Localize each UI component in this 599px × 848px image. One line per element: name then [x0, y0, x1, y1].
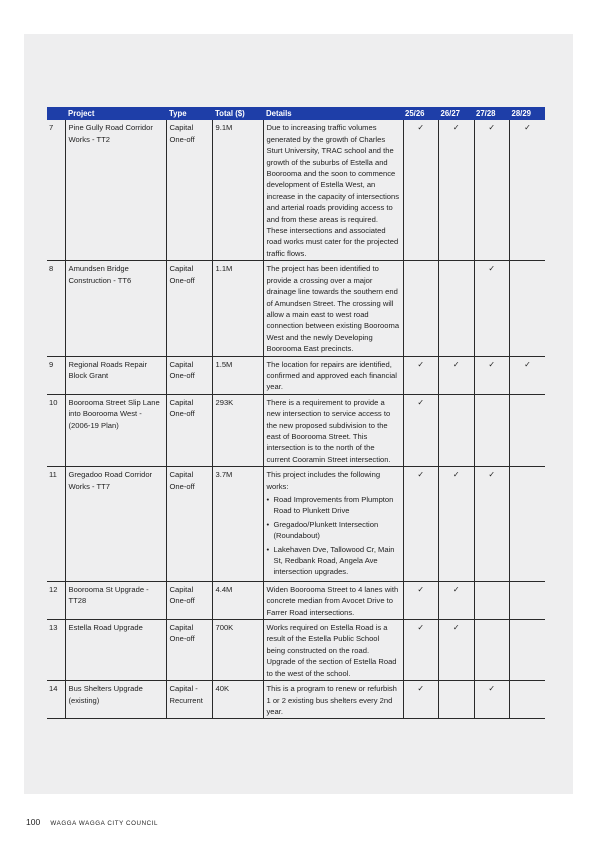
year-25-26-cell — [403, 120, 439, 260]
project-cell: Bus Shelters Upgrade (existing) — [65, 681, 166, 719]
project-cell: Gregadoo Road Corridor Works - TT7 — [65, 467, 166, 582]
year-25-26-cell — [403, 467, 439, 582]
details-text: The project has been identified to provide a crossing over a major drainage line towards the southern end of Amundsen Street. The crossing will allow a main east to west road connection between existing Boorooma West and the newly Developing Boorooma East precincts. — [266, 264, 400, 354]
year-26-27-cell — [439, 620, 475, 681]
details-cell — [263, 120, 403, 260]
checkmark-icon: ✓ — [488, 123, 496, 133]
details-cell — [263, 581, 403, 619]
year-28-29-cell — [510, 120, 546, 260]
year-27-28-cell — [474, 467, 510, 582]
header-project: Project — [68, 109, 95, 118]
details-cell — [263, 394, 403, 466]
year-25-26-cell — [403, 581, 439, 619]
year-27-28-cell — [474, 681, 510, 719]
checkmark-icon: ✓ — [488, 359, 496, 369]
type-cell: Capital One-off — [166, 394, 212, 466]
project-cell: Regional Roads Repair Block Grant — [65, 356, 166, 394]
year-25-26-cell — [403, 620, 439, 681]
type-cell: Capital One-off — [166, 581, 212, 619]
year-27-28-cell — [474, 356, 510, 394]
header-year-28-29: 28/29 — [511, 109, 532, 118]
total-cell: 293K — [212, 394, 263, 466]
year-28-29-cell — [510, 581, 546, 619]
year-25-26-cell — [403, 356, 439, 394]
row-number: 12 — [47, 581, 65, 619]
project-cell: Boorooma St Upgrade - TT28 — [65, 581, 166, 619]
project-cell: Amundsen Bridge Construction - TT6 — [65, 261, 166, 356]
checkmark-icon: ✓ — [452, 584, 460, 594]
checkmark-icon: ✓ — [452, 470, 460, 480]
checkmark-icon: ✓ — [417, 123, 425, 133]
table-row — [47, 356, 545, 394]
table-body — [47, 120, 545, 718]
details-cell — [263, 261, 403, 356]
row-number: 9 — [47, 356, 65, 394]
year-26-27-cell — [439, 356, 475, 394]
year-26-27-cell — [439, 261, 475, 356]
total-cell: 3.7M — [212, 467, 263, 582]
row-number: 11 — [47, 467, 65, 582]
project-cell: Estella Road Upgrade — [65, 620, 166, 681]
details-text: This project includes the following works: — [266, 470, 381, 491]
page-number: 100 — [26, 817, 41, 827]
project-cell: Pine Gully Road Corridor Works - TT2 — [65, 120, 166, 260]
year-26-27-cell — [439, 120, 475, 260]
total-cell: 9.1M — [212, 120, 263, 260]
checkmark-icon: ✓ — [452, 359, 460, 369]
details-text: This is a program to renew or refurbish 1 or 2 existing bus shelters every 2nd year. — [266, 684, 397, 716]
total-cell: 700K — [212, 620, 263, 681]
row-number: 10 — [47, 394, 65, 466]
year-28-29-cell — [510, 356, 546, 394]
header-type: Type — [169, 109, 187, 118]
header-year-25-26: 25/26 — [405, 109, 425, 118]
details-bullet-list — [267, 494, 400, 578]
details-bullet-item: • Lakehaven Dve, Tallowood Cr, Main St, Redbank Road, Angela Ave intersection upgrades. — [267, 544, 400, 578]
year-26-27-cell — [439, 581, 475, 619]
table-row — [47, 120, 545, 260]
details-text: There is a requirement to provide a new intersection to service access to the new proposed subdivision to the east of Boorooma Street. This intersection is to the north of the current Cooramin Street intersection. — [266, 397, 391, 464]
checkmark-icon: ✓ — [524, 359, 531, 369]
year-27-28-cell — [474, 581, 510, 619]
year-25-26-cell — [403, 394, 439, 466]
checkmark-icon: ✓ — [488, 264, 496, 274]
year-26-27-cell — [439, 681, 475, 719]
checkmark-icon: ✓ — [417, 684, 425, 694]
header-year-26-27: 26/27 — [440, 109, 461, 118]
page-footer — [26, 817, 158, 827]
table-row — [47, 581, 545, 619]
checkmark-icon: ✓ — [417, 584, 425, 594]
total-cell: 1.1M — [212, 261, 263, 356]
checkmark-icon: ✓ — [488, 684, 496, 694]
table-row — [47, 394, 545, 466]
details-text: Works required on Estella Road is a result of the Estella Public School being constructed on the road. Upgrade of the section of Estella Road to the west of the school. — [266, 623, 397, 678]
row-number: 7 — [47, 120, 65, 260]
year-27-28-cell — [474, 394, 510, 466]
year-25-26-cell — [403, 681, 439, 719]
checkmark-icon: ✓ — [452, 123, 460, 133]
details-text: Widen Boorooma Street to 4 lanes with concrete median from Avocet Drive to Farrer Road intersections. — [266, 584, 399, 617]
total-cell: 40K — [212, 681, 263, 719]
year-28-29-cell — [510, 261, 546, 356]
year-26-27-cell — [439, 467, 475, 582]
total-cell: 1.5M — [212, 356, 263, 394]
row-number: 8 — [47, 261, 65, 356]
type-cell: Capital One-off — [166, 620, 212, 681]
type-cell: Capital One-off — [166, 356, 212, 394]
organisation-name: WAGGA WAGGA CITY COUNCIL — [50, 820, 159, 827]
year-27-28-cell — [474, 120, 510, 260]
checkmark-icon: ✓ — [524, 123, 531, 133]
year-28-29-cell — [510, 620, 546, 681]
header-details: Details — [266, 109, 292, 118]
project-cell: Boorooma Street Slip Lane into Boorooma West - (2006-19 Plan) — [65, 394, 166, 466]
details-text: The location for repairs are identified, confirmed and approved each financial year. — [266, 359, 397, 392]
checkmark-icon: ✓ — [417, 623, 425, 633]
checkmark-icon: ✓ — [452, 623, 460, 633]
checkmark-icon: ✓ — [417, 359, 425, 369]
details-cell — [263, 467, 403, 582]
year-26-27-cell — [439, 394, 475, 466]
year-28-29-cell — [510, 467, 546, 582]
table-header-row — [47, 107, 545, 120]
row-number: 14 — [47, 681, 65, 719]
table-row — [47, 261, 545, 356]
checkmark-icon: ✓ — [417, 397, 425, 407]
table-row — [47, 681, 545, 719]
details-text: Due to increasing traffic volumes generated by the growth of Charles Sturt University, TRAC school and the growth of the suburbs of Estella and Boorooma and the soon to commence development of Estella West, an increase in the capacity of intersections and arterial roads providing access to and from these areas is required. These intersections and associated road works must cater for the projected traffic flows. — [266, 123, 400, 258]
year-25-26-cell — [403, 261, 439, 356]
year-28-29-cell — [510, 681, 546, 719]
total-cell: 4.4M — [212, 581, 263, 619]
checkmark-icon: ✓ — [488, 470, 496, 480]
type-cell: Capital One-off — [166, 120, 212, 260]
header-year-27-28: 27/28 — [476, 109, 496, 118]
table-row — [47, 467, 545, 582]
year-27-28-cell — [474, 261, 510, 356]
details-bullet-item: • Gregadoo/Plunkett Intersection (Roundabout) — [267, 519, 400, 542]
year-27-28-cell — [474, 620, 510, 681]
type-cell: Capital One-off — [166, 261, 212, 356]
header-total: Total ($) — [215, 109, 245, 118]
details-cell — [263, 681, 403, 719]
header-num — [47, 107, 65, 120]
details-cell — [263, 356, 403, 394]
checkmark-icon: ✓ — [417, 470, 425, 480]
row-number: 13 — [47, 620, 65, 681]
year-28-29-cell — [510, 394, 546, 466]
table-row — [47, 620, 545, 681]
works-table — [47, 107, 545, 719]
details-cell — [263, 620, 403, 681]
type-cell: Capital - Recurrent — [166, 681, 212, 719]
details-bullet-item: • Road Improvements from Plumpton Road to Plunkett Drive — [267, 494, 400, 517]
type-cell: Capital One-off — [166, 467, 212, 582]
